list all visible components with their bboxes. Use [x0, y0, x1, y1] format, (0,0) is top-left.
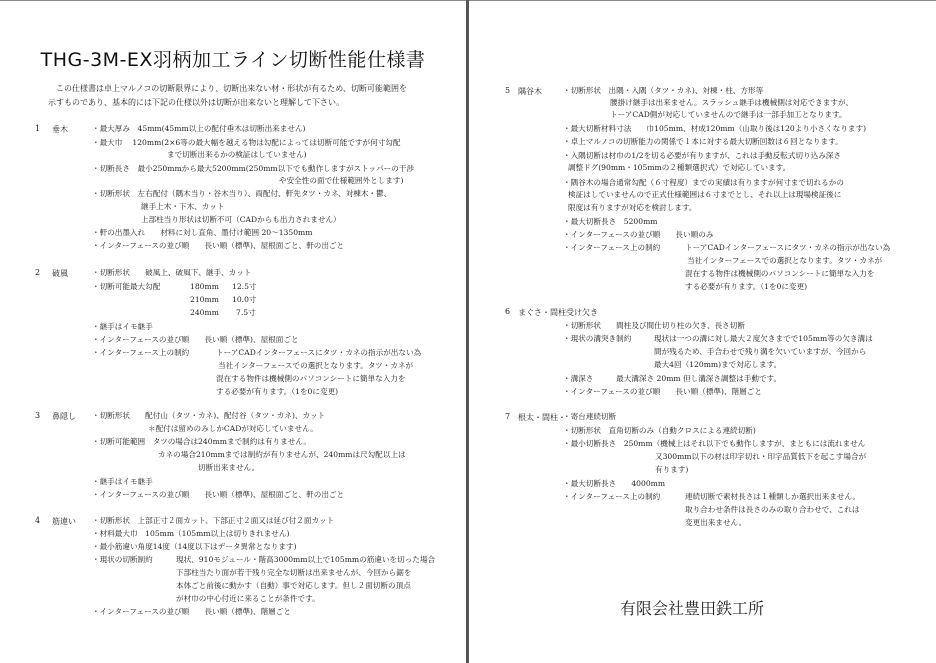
slope-value: 10.0寸 [232, 295, 257, 304]
spec-line: ・最大切断長さ 4000mm [563, 479, 666, 488]
spec-line: ・インターフェース上の制約 [563, 243, 661, 252]
spec-line: 現状は一つの溝に対し最大２度欠きまでで105mm等の欠き溝は [654, 334, 873, 343]
spec-line: ・軒の出墨入れ 材料に対し直角、墨付け範囲 20～1350mm [92, 228, 313, 237]
section-number: 2 [35, 268, 41, 277]
spec-line: する必要が有ります。（1を0に変更) [685, 282, 808, 291]
spec-line: トーアCADインターフェースにタツ・カネの指示が出ない為 [216, 348, 422, 357]
spec-line: 連続切断で素材長さは１種類しか選択出来ません。 [685, 492, 861, 501]
spec-line: ・最小切断長さ 250mm（機械上はそれ以下でも動作しますが、まともには流れません [563, 439, 866, 448]
spec-line: 切断出来ません。 [198, 463, 260, 472]
spec-line: ・切断可能最大勾配 [92, 282, 161, 291]
slope-value: 7.5寸 [236, 308, 256, 317]
section-name: 鼻隠し [52, 412, 76, 421]
slope-width: 180mm [190, 282, 219, 291]
spec-line: ・切断形状 配付山（タツ・カネ)、配付谷（タツ・カネ)、カット [92, 411, 326, 420]
spec-line: ・切断形状 左右配付（隅木当り・谷木当り）、両配付、軒先タツ・カネ、対棟木・鬱、 [92, 189, 392, 198]
section-number: 6 [505, 307, 511, 316]
spec-line: 検証はしていませんので正式仕様範囲は６寸までとし、それ以上は現場検証後に [568, 190, 842, 199]
spec-line: ・インターフェースの並び順 長い順（標準)、階層ごと [92, 607, 291, 616]
spec-line: 又300mm以下の材は印字切れ・印字品質低下を起こす場合が [655, 452, 867, 461]
section-name: 筋違い [52, 517, 76, 526]
company-name: 有限会社豊田鉄工所 [620, 599, 765, 618]
spec-line: ・最大切断材料寸法 巾105mm、材成120mm（山取り後は120より小さくなります) [563, 124, 867, 133]
spec-line: 腰掛け継手は出来ません。スラッシュ継手は機械側は対応できますが、 [610, 98, 854, 107]
page-left [0, 0, 466, 663]
spec-line: ・切断形状 破風上、破風下、継手、カット [92, 268, 252, 277]
spec-line: ・インターフェースの並び順 長い順のみ [563, 230, 714, 239]
spec-line: ・切断形状 上部正寸２面カット、下部正寸２面又は延び付２面カット [92, 516, 335, 525]
section-number: 7 [505, 412, 511, 421]
spec-line: 継手上木・下木、カット [141, 202, 225, 211]
spec-line: ・隅谷木の場合通常勾配（６寸程度）までの実績は有りますが何寸まで切れるかの [563, 178, 844, 187]
spec-line: ・インターフェース上の制約 [92, 348, 190, 357]
spec-line: トーアCAD側が対応していませんので継手は一部手加工となります。 [610, 110, 847, 119]
slope-width: 240mm [190, 308, 219, 317]
spec-line: ・最大切断長さ 5200mm [563, 217, 658, 226]
spec-line: ・切断形状 直角切断のみ（自動クロスによる連続切断) [563, 426, 756, 435]
spec-line: する必要が有ります。（1を0に変更) [216, 387, 339, 396]
section-name: まぐさ・間柱受け欠き [518, 308, 598, 317]
section-number: 3 [35, 411, 41, 420]
spec-line: 調整ドグ(90mm・105mmの２種類選択式）で対応しています。 [568, 163, 791, 172]
spec-line: 混在する物件は機械側のパソコンシートに簡単な入力を [685, 269, 875, 278]
section-number: 5 [505, 86, 511, 95]
slope-value: 12.5寸 [232, 282, 257, 291]
spec-line: ・溝深さ 最大溝深さ 20mm 但し溝深さ調整は手動です。 [563, 374, 782, 383]
spec-line: 当社インターフェースでの選択となります。タツ・カネが [687, 256, 883, 265]
spec-line: まで切断出来るかの検証はしていません) [167, 150, 307, 159]
spec-line: 最大4回（120mm)まで対応します。 [654, 360, 782, 369]
spec-line: ・最大厚み 45mm(45mm以上の配付垂木は切断出来ません) [92, 124, 306, 133]
section-name: 垂木 [52, 125, 68, 134]
spec-line: 現状、910モジュール・階高3000mm以上で105mmの筋違いを切った場合 [176, 555, 436, 564]
spec-line: ・最大巾 120mm(2×6等の最大幅を越える物は勾配によっては切断可能ですが何寸勾配 [92, 138, 401, 147]
section-name: 破風 [52, 269, 68, 278]
spec-line: ・インターフェースの並び順 長い順（標準)、屋根面ごと [92, 335, 299, 344]
spec-line: ・切断形状 出隅・入隅（タツ・カネ)、対棟・柱、方形等 [563, 86, 764, 95]
spec-line: 下部柱当たり面が若干残り完全な切断は出来ませんが、今回から鋸を [176, 568, 412, 577]
spec-line: ・インターフェースの並び順 長い順（標準)、屋根面ごと、軒の出ごと [92, 241, 345, 250]
spec-line: ・インターフェースの並び順 長い順（標準)、階層ごと [563, 387, 762, 396]
document-title: THG-3M-EX羽柄加工ライン切断性能仕様書 [40, 49, 426, 71]
spec-line: ・継手はイモ継手 [92, 477, 153, 486]
section-name: 根太・間柱・ [518, 413, 566, 422]
spec-line: 混在する物件は機械側のパソコンシートに簡単な入力を [216, 374, 406, 383]
spec-line: 変更出来ません。 [685, 518, 747, 527]
spec-line: ・現状の溝突き制約 [563, 334, 632, 343]
spec-line: 上部柱当り形状は切断不可（CADからも出力されません） [141, 215, 341, 224]
spec-line: ・切断形状 間柱及び間仕切り柱の欠き、長さ切断 [563, 321, 745, 330]
spec-line: ＊配付は留めのみしかCADが対応していません。 [148, 424, 318, 433]
spec-line: ・卓上マルノコの切断能力の関係で１本に対する最大切断回数は６回となります。 [563, 137, 843, 146]
spec-line: 取り合わせ条件は長さのみの取り合わせで、これは [685, 505, 860, 514]
spec-line: ・切断可能範囲 タツの場合は240mmまで制約は有りません。 [92, 437, 311, 446]
intro-line: この仕様書は卓上マルノコの切断限界により、切断出来ない材・形状が有るため、切断可能範囲を [48, 84, 407, 93]
section-name: 隅谷木 [518, 87, 542, 96]
spec-line: 当社インターフェースでの選択となります。タツ・カネが [218, 361, 414, 370]
spec-line: 間が残るため、手合わせで残り溝を欠いていますが、今回から [654, 347, 867, 356]
spec-line: ・最小筋違い角度14度（14度以下はデータ異常となります) [92, 542, 297, 551]
intro-paragraph [48, 82, 428, 110]
spec-line: ・現状の切断制約 [92, 555, 153, 564]
spec-line: トーアCADインターフェースにタツ・カネの指示が出ない為 [685, 243, 891, 252]
spec-line: ・インターフェースの並び順 長い順（標準)、屋根面ごと、軒の出ごと [92, 490, 345, 499]
section-number: 1 [35, 124, 41, 133]
intro-line: 示すものであり、基本的には下記の仕様以外は切断が出来ないと理解して下さい。 [48, 98, 344, 107]
spec-line: や安全性の面で仕様範囲外とします) [279, 176, 404, 185]
spec-line: 本体ごと前後に動かす（自動）事で対応します。但し２面切断の頂点 [176, 581, 411, 590]
spec-line: カネの場合210mmまでは制約が有りませんが、240mmは尺勾配以上は [158, 450, 406, 459]
spec-line: ・インターフェース上の制約 [563, 492, 661, 501]
slope-width: 210mm [190, 295, 219, 304]
spec-line: が材巾の中心付近に来ることが条件です。 [176, 594, 320, 603]
spec-line: 限度は有りますが対応を検討します。 [568, 203, 697, 212]
spec-line: 有ります) [655, 465, 689, 474]
spec-line: ・入隅切断は材巾の1/2を切る必要が有りますが、これは手動反転式切り込み深さ [563, 151, 841, 160]
spec-line: ・寄台連続切断 [563, 412, 617, 421]
spec-line: ・切断長さ 最小250mmから最大5200mm(250mm以下でも動作しますがストッパーの干渉 [92, 164, 415, 173]
spec-line: ・材料最大巾 105mm（105mm以上は切りきれません) [92, 529, 290, 538]
section-number: 4 [35, 516, 41, 525]
spec-line: ・継手はイモ継手 [92, 322, 153, 331]
